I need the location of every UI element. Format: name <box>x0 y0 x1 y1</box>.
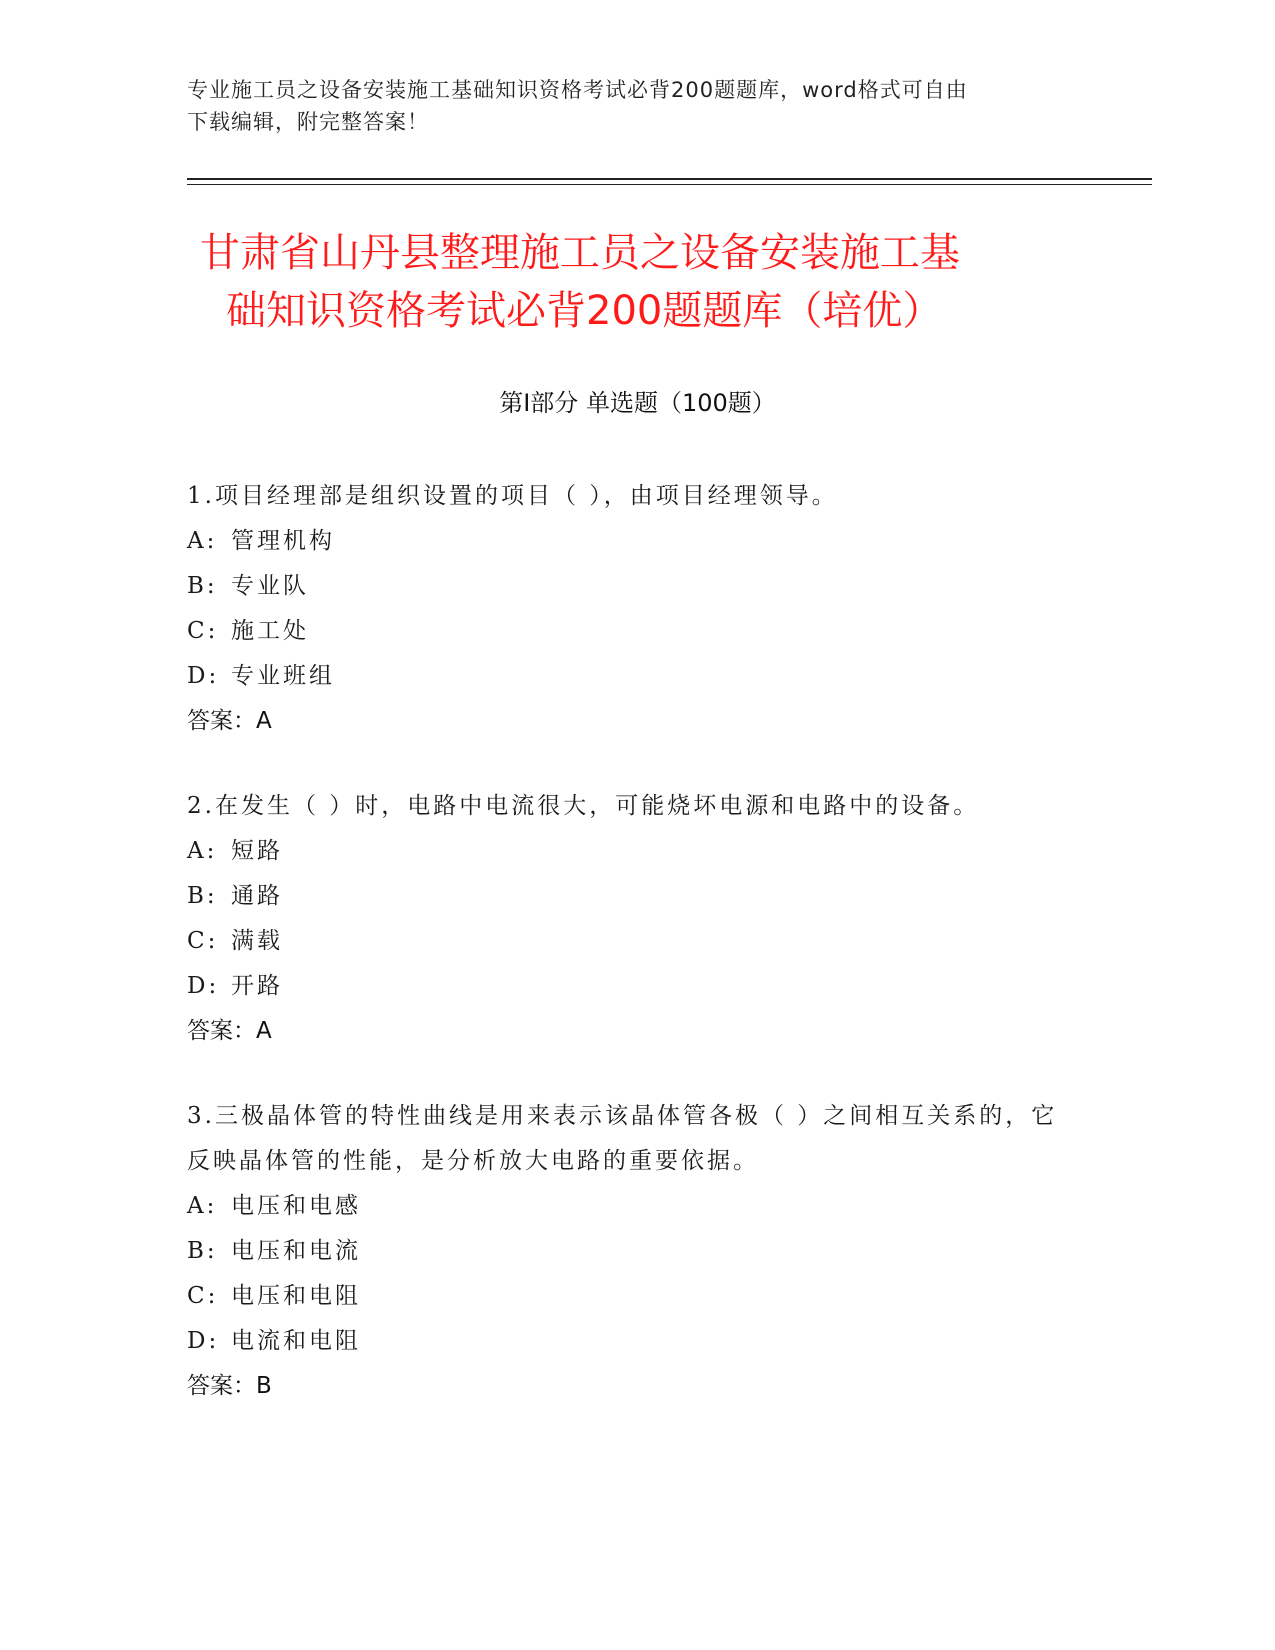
option-text: 管理机构 <box>231 528 335 554</box>
header-divider-thick <box>187 178 1152 180</box>
option-c <box>187 1274 1067 1319</box>
option-key: A: <box>187 838 218 864</box>
question-list <box>187 474 1067 1449</box>
option-c <box>187 609 1067 654</box>
option-text: 施工处 <box>231 618 309 644</box>
document-title-line-1: 甘肃省山丹县整理施工员之设备安装施工基 <box>200 230 960 276</box>
option-key: B: <box>187 1238 218 1264</box>
option-b <box>187 1229 1067 1274</box>
answer-line: 答案：A <box>187 708 272 734</box>
option-text: 电压和电阻 <box>231 1283 361 1309</box>
option-d <box>187 654 1067 699</box>
answer-line: 答案：B <box>187 1373 272 1399</box>
option-c <box>187 919 1067 964</box>
option-key: B: <box>187 883 218 909</box>
option-text: 通路 <box>231 883 283 909</box>
header-divider-thin <box>187 184 1152 185</box>
option-d <box>187 964 1067 1009</box>
question-stem: 1.项目经理部是组织设置的项目（ ），由项目经理领导。 <box>187 483 838 509</box>
option-key: D: <box>187 1328 220 1354</box>
option-key: A: <box>187 1193 218 1219</box>
question-3 <box>187 1094 1067 1409</box>
header-note <box>187 74 1067 138</box>
option-key: D: <box>187 663 220 689</box>
option-key: B: <box>187 573 218 599</box>
option-text: 开路 <box>231 973 283 999</box>
option-text: 电压和电感 <box>231 1193 361 1219</box>
option-key: D: <box>187 973 220 999</box>
option-a <box>187 829 1067 874</box>
header-note-line-2: 下载编辑，附完整答案！ <box>187 110 429 134</box>
option-a <box>187 519 1067 564</box>
question-1 <box>187 474 1067 744</box>
option-b <box>187 564 1067 609</box>
section-heading: 第Ⅰ部分 单选题（100题） <box>499 389 776 417</box>
document-title-line-2: 础知识资格考试必背200题题库（培优） <box>226 288 943 334</box>
question-stem: 2.在发生（ ）时，电路中电流很大，可能烧坏电源和电路中的设备。 <box>187 793 980 819</box>
option-key: A: <box>187 528 218 554</box>
option-text: 满载 <box>231 928 283 954</box>
option-a <box>187 1184 1067 1229</box>
answer-line: 答案：A <box>187 1018 272 1044</box>
question-2 <box>187 784 1067 1054</box>
question-stem: 3.三极晶体管的特性曲线是用来表示该晶体管各极（ ）之间相互关系的，它反映晶体管的性能，是分析放大电路的重要依据。 <box>187 1103 1058 1174</box>
option-text: 短路 <box>231 838 283 864</box>
option-key: C: <box>187 928 219 954</box>
option-text: 专业队 <box>231 573 309 599</box>
option-d <box>187 1319 1067 1364</box>
option-b <box>187 874 1067 919</box>
document-title <box>200 224 1100 340</box>
option-text: 电压和电流 <box>231 1238 361 1264</box>
header-note-line-1: 专业施工员之设备安装施工基础知识资格考试必背200题题库，word格式可自由 <box>187 78 968 102</box>
option-key: C: <box>187 1283 219 1309</box>
option-text: 专业班组 <box>231 663 335 689</box>
option-key: C: <box>187 618 219 644</box>
option-text: 电流和电阻 <box>231 1328 361 1354</box>
